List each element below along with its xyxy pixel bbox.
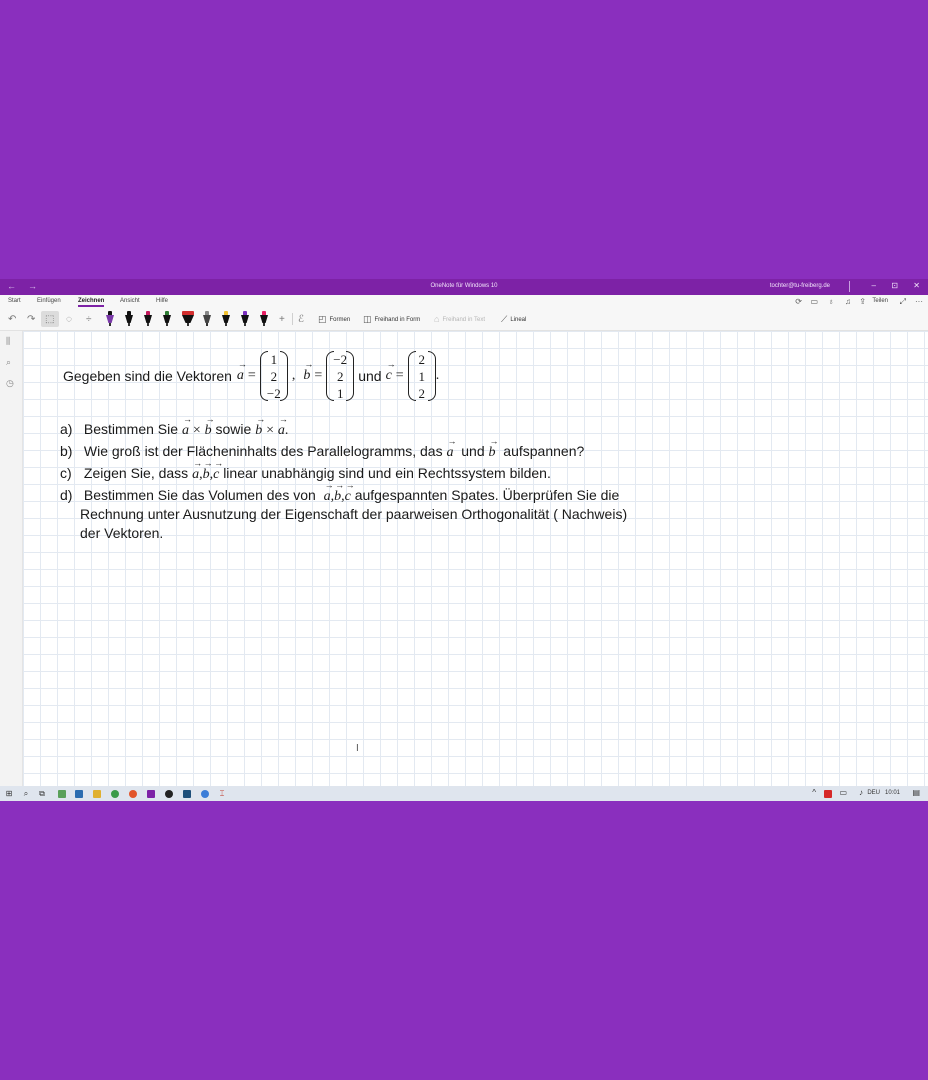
title-separator — [849, 281, 850, 292]
onenote-window — [0, 279, 928, 801]
onenote-icon[interactable] — [147, 790, 155, 798]
language-indicator[interactable]: DEU — [867, 790, 880, 796]
task-d-line-2: Rechnung unter Ausnutzung der Eigenschaft der paarweisen Orthogonalität ( Nachweis) — [80, 506, 628, 522]
forward-icon[interactable]: → — [28, 281, 37, 291]
pen-foot — [128, 323, 130, 326]
vector-b-symbol: → b — [203, 467, 210, 483]
pen-tip — [108, 311, 112, 315]
account-email[interactable]: tochter@tu-freiberg.de — [769, 283, 830, 289]
vector-c-symbol: → c — [345, 489, 351, 505]
vector-c-component: 2 — [418, 352, 425, 367]
chrome-icon[interactable] — [111, 790, 119, 798]
vector-a-symbol: → a — [192, 467, 199, 483]
pen-body — [203, 315, 211, 323]
title-bar — [0, 279, 928, 295]
ink-to-text-button[interactable] — [434, 314, 485, 324]
ink-to-text-icon: ⌂ — [434, 314, 440, 324]
task-text: aufgespannten Spates. Überprüfen Sie die — [354, 487, 620, 503]
task-text: Wie groß ist der Flächeninhalts des Parallelogramms, das — [83, 443, 443, 459]
vector-b-symbol: → b — [255, 423, 262, 439]
task-label: d) — [60, 487, 73, 503]
vector-b-symbol: → b — [334, 489, 341, 505]
notification-icon[interactable]: ▤ — [912, 788, 920, 797]
pen-foot — [263, 323, 265, 326]
pen-tip — [146, 311, 150, 315]
shapes-icon: ◰ — [318, 314, 327, 324]
notebook-icon[interactable]: ▭ — [810, 297, 818, 306]
vector-b-symbol: → b — [205, 423, 212, 439]
tab-ansicht[interactable]: Ansicht — [120, 298, 140, 304]
ink-to-text-label: Freihand in Text — [442, 317, 486, 323]
ruler-button[interactable] — [501, 314, 526, 325]
redo-icon[interactable]: ↷ — [27, 314, 36, 325]
note-canvas[interactable] — [23, 331, 928, 786]
cross-symbol: × — [266, 423, 274, 438]
vector-a-component: 2 — [270, 369, 278, 384]
app-icon[interactable]: ⌶ — [219, 789, 225, 798]
chevron-up-icon[interactable]: ^ — [812, 788, 816, 797]
task-c — [60, 465, 551, 483]
equals-sign: = — [314, 368, 323, 383]
vector-a-symbol: → a — [278, 423, 285, 439]
app-icon[interactable] — [58, 790, 66, 798]
vector-c-matrix — [408, 351, 436, 401]
windows-taskbar — [0, 786, 928, 801]
pen-magenta[interactable] — [260, 311, 268, 327]
pen-body — [163, 315, 171, 323]
pen-foot — [206, 323, 208, 326]
text-cursor-icon: I — [356, 743, 359, 754]
task-label: a) — [60, 421, 73, 437]
pen-body — [144, 315, 152, 323]
task-text: Bestimmen Sie das Volumen des von — [83, 487, 316, 503]
bell-icon[interactable]: ♫ — [845, 297, 851, 306]
task-text: aufspannen? — [503, 443, 585, 459]
pen-gray[interactable] — [203, 311, 211, 327]
app-icon[interactable] — [201, 790, 209, 798]
shapes-label: Formen — [329, 317, 351, 323]
fullscreen-icon[interactable]: ⤢ — [899, 297, 906, 306]
task-text: Bestimmen Sie — [83, 421, 179, 437]
vector-a-component: 1 — [270, 352, 278, 367]
pen-tip — [165, 311, 169, 315]
ruler-label: Lineal — [510, 317, 527, 323]
pen-foot — [166, 323, 168, 326]
vector-a-matrix — [260, 351, 288, 401]
vector-c-symbol: → c — [213, 467, 219, 483]
intro-text: Gegeben sind die Vektoren — [63, 368, 232, 384]
app-icon[interactable] — [183, 790, 191, 798]
task-view-icon[interactable]: ⧉ — [39, 789, 45, 798]
pen-tip — [243, 311, 247, 315]
comma: , — [330, 489, 335, 504]
search-icon[interactable]: ⌕ — [23, 789, 29, 798]
vector-a-symbol: → a — [446, 445, 453, 461]
comma: , — [341, 489, 345, 504]
ruler-icon: ⟋ — [501, 314, 508, 324]
network-icon[interactable]: ▭ — [839, 788, 847, 797]
pen-violet[interactable] — [241, 311, 249, 327]
share-button[interactable]: Teilen — [872, 298, 888, 304]
pen-body — [222, 315, 230, 323]
restore-icon[interactable]: ⊡ — [891, 281, 898, 290]
pen-black[interactable] — [125, 311, 133, 327]
pen-tip — [182, 311, 194, 315]
vector-b-component: −2 — [333, 352, 348, 367]
task-text: und — [461, 443, 485, 459]
window-title: OneNote für Windows 10 — [430, 283, 498, 289]
ink-to-shape-button[interactable] — [363, 314, 420, 325]
pen-body — [260, 315, 268, 323]
comma: , — [199, 467, 203, 482]
app-icon[interactable] — [165, 790, 173, 798]
pen-foot — [187, 323, 189, 326]
ink-to-shape-icon: ◫ — [363, 314, 372, 324]
firefox-icon[interactable] — [129, 790, 137, 798]
undo-icon[interactable]: ↶ — [8, 314, 17, 325]
pen-foot — [244, 323, 246, 326]
tab-hilfe[interactable]: Hilfe — [156, 298, 169, 304]
equals-sign: = — [247, 368, 256, 383]
pen-green[interactable] — [163, 311, 171, 327]
tab-start[interactable]: Start — [8, 298, 21, 304]
file-explorer-icon[interactable] — [93, 790, 101, 798]
pen-tip — [224, 311, 228, 315]
add-pen-icon[interactable]: + — [279, 314, 285, 325]
pen-body — [241, 315, 249, 323]
vector-b-matrix — [326, 351, 354, 401]
shapes-button[interactable] — [318, 314, 350, 325]
vector-b-component: 2 — [336, 369, 344, 384]
clock[interactable]: 10:01 — [884, 790, 900, 796]
comma: , — [209, 467, 214, 482]
vector-a-symbol: → a — [237, 368, 244, 384]
pen-body — [106, 315, 114, 323]
vector-c-component: 2 — [418, 386, 425, 401]
pen-body — [182, 315, 194, 323]
recent-icon[interactable]: ◷ — [6, 378, 14, 388]
volume-icon[interactable]: ♪ — [859, 788, 863, 797]
notebooks-icon[interactable]: ⫼ — [6, 336, 11, 346]
task-label: b) — [60, 443, 73, 459]
tab-einfuegen[interactable]: Einfügen — [37, 298, 61, 304]
app-icon[interactable] — [75, 790, 83, 798]
vector-a-component: −2 — [266, 386, 281, 401]
search-icon[interactable]: ⌕ — [6, 357, 12, 367]
task-text: Zeigen Sie, dass — [83, 465, 189, 481]
period: . — [284, 423, 289, 438]
back-icon[interactable]: ← — [7, 281, 16, 291]
lasso-select-icon[interactable]: ⬚ — [45, 314, 55, 325]
pen-yellow[interactable] — [222, 311, 230, 327]
pen-tip — [205, 311, 209, 315]
tab-zeichnen[interactable]: Zeichnen — [78, 298, 105, 304]
equals-sign: = — [395, 368, 404, 383]
intro-line — [63, 350, 439, 402]
task-label: c) — [60, 465, 72, 481]
vector-b-symbol: → b — [489, 445, 496, 461]
left-navigation — [0, 331, 23, 786]
pen-foot — [147, 323, 149, 326]
vector-a-symbol: → a — [182, 423, 189, 439]
period: . — [435, 368, 440, 383]
ribbon-separator — [292, 313, 293, 325]
vector-a-symbol: → a — [324, 489, 331, 505]
pen-tip — [127, 311, 131, 315]
windows-start-icon[interactable]: ⊞ — [5, 789, 13, 798]
pen-foot — [109, 323, 111, 326]
task-text: linear unabhängig sind und ein Rechtssystem bilden. — [223, 465, 551, 481]
pen-tip — [262, 311, 266, 315]
draw-ribbon — [0, 308, 928, 331]
vector-c-symbol: → c — [386, 368, 392, 384]
lightbulb-icon[interactable]: ♁ — [828, 297, 834, 306]
menu-bar — [0, 295, 928, 308]
sync-icon[interactable]: ⟳ — [795, 297, 802, 306]
close-icon[interactable]: ✕ — [913, 281, 920, 290]
task-text: sowie — [215, 421, 252, 437]
vector-b-component: 1 — [336, 386, 344, 401]
vector-b-symbol: → b — [303, 368, 310, 384]
and-word: und — [358, 368, 382, 384]
pen-foot — [225, 323, 227, 326]
task-d — [60, 487, 619, 505]
space-insert-icon[interactable]: ÷ — [86, 314, 92, 325]
share-icon[interactable]: ⇪ — [859, 297, 866, 306]
ink-replay-icon[interactable]: ℰ — [298, 314, 305, 325]
comma: , — [291, 368, 296, 383]
task-a — [60, 421, 288, 439]
task-b — [60, 443, 584, 461]
pen-body — [125, 315, 133, 323]
tray-app-icon[interactable] — [824, 790, 832, 798]
more-options-icon[interactable]: ··· — [915, 297, 923, 306]
pen-purple[interactable] — [106, 311, 114, 327]
highlighter-red[interactable] — [182, 311, 194, 327]
eraser-icon[interactable]: ◌ — [66, 314, 72, 325]
vector-c-component: 1 — [418, 369, 425, 384]
task-d-line-3: der Vektoren. — [80, 525, 164, 541]
pen-pink[interactable] — [144, 311, 152, 327]
ink-to-shape-label: Freihand in Form — [374, 317, 421, 323]
cross-symbol: × — [192, 423, 201, 438]
minimize-icon[interactable]: – — [871, 281, 876, 290]
